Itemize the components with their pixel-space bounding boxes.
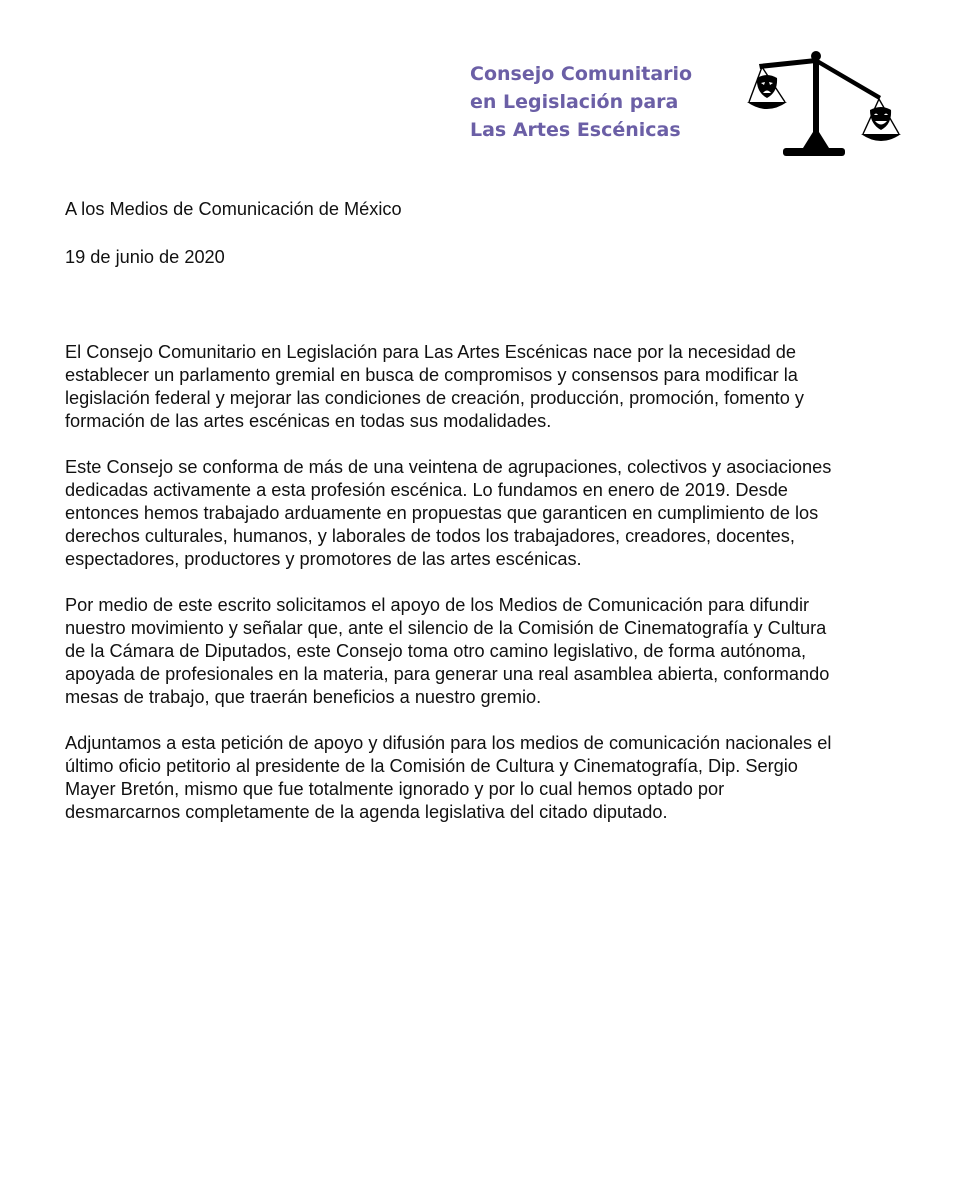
- paragraph-3: [65, 594, 907, 709]
- paragraph-line: derechos culturales, humanos, y laborales de todos los trabajadores, creadores, docentes,: [65, 526, 795, 546]
- paragraph-line: establecer un parlamento gremial en busca de compromisos y consensos para modificar la: [65, 365, 798, 385]
- org-name-line-2: en Legislación para: [470, 91, 679, 113]
- paragraph-line: mesas de trabajo, que traerán beneficios a nuestro gremio.: [65, 687, 542, 707]
- paragraph-line: entonces hemos trabajado arduamente en propuestas que garanticen en cumplimiento de los: [65, 503, 819, 523]
- paragraph-4: [65, 732, 907, 824]
- paragraph-line: formación de las artes escénicas en todas sus modalidades.: [65, 411, 552, 431]
- recipient-line: A los Medios de Comunicación de México: [65, 199, 402, 219]
- paragraph-line: Este Consejo se conforma de más de una veintena de agrupaciones, colectivos y asociaciones: [65, 457, 832, 477]
- org-name-line-1: Consejo Comunitario: [470, 63, 693, 85]
- paragraph-line: de la Cámara de Diputados, este Consejo toma otro camino legislativo, de forma autónoma,: [65, 641, 807, 661]
- paragraph-line: El Consejo Comunitario en Legislación para Las Artes Escénicas nace por la necesidad de: [65, 342, 796, 362]
- paragraph-2: [65, 456, 907, 571]
- paragraph-line: Mayer Bretón, mismo que fue totalmente ignorado y por lo cual hemos optado por: [65, 779, 725, 799]
- paragraph-line: Adjuntamos a esta petición de apoyo y difusión para los medios de comunicación nacionales el: [65, 733, 832, 753]
- letter-date: 19 de junio de 2020: [65, 247, 225, 267]
- org-name-line-3: Las Artes Escénicas: [470, 119, 681, 141]
- org-header: [470, 60, 750, 144]
- tragedy-mask-icon: [757, 75, 777, 98]
- paragraph-line: último oficio petitorio al presidente de la Comisión de Cultura y Cinematografía, Dip. Sergio: [65, 756, 798, 776]
- letter-body: [65, 198, 907, 847]
- comedy-mask-icon: [870, 107, 891, 130]
- paragraph-line: apoyada de profesionales en la materia, para generar una real asamblea abierta, conformando: [65, 664, 830, 684]
- paragraph-line: legislación federal y mejorar las condiciones de creación, producción, promoción, fomento y: [65, 388, 805, 408]
- scales-of-justice-icon: [745, 44, 905, 164]
- paragraph-line: espectadores, productores y promotores de las artes escénicas.: [65, 549, 582, 569]
- paragraph-line: Por medio de este escrito solicitamos el apoyo de los Medios de Comunicación para difundir: [65, 595, 810, 615]
- paragraph-1: [65, 341, 907, 433]
- paragraph-line: nuestro movimiento y señalar que, ante el silencio de la Comisión de Cinematografía y Cultura: [65, 618, 827, 638]
- paragraph-line: desmarcarnos completamente de la agenda legislativa del citado diputado.: [65, 802, 668, 822]
- paragraph-line: dedicadas activamente a esta profesión escénica. Lo fundamos en enero de 2019. Desde: [65, 480, 788, 500]
